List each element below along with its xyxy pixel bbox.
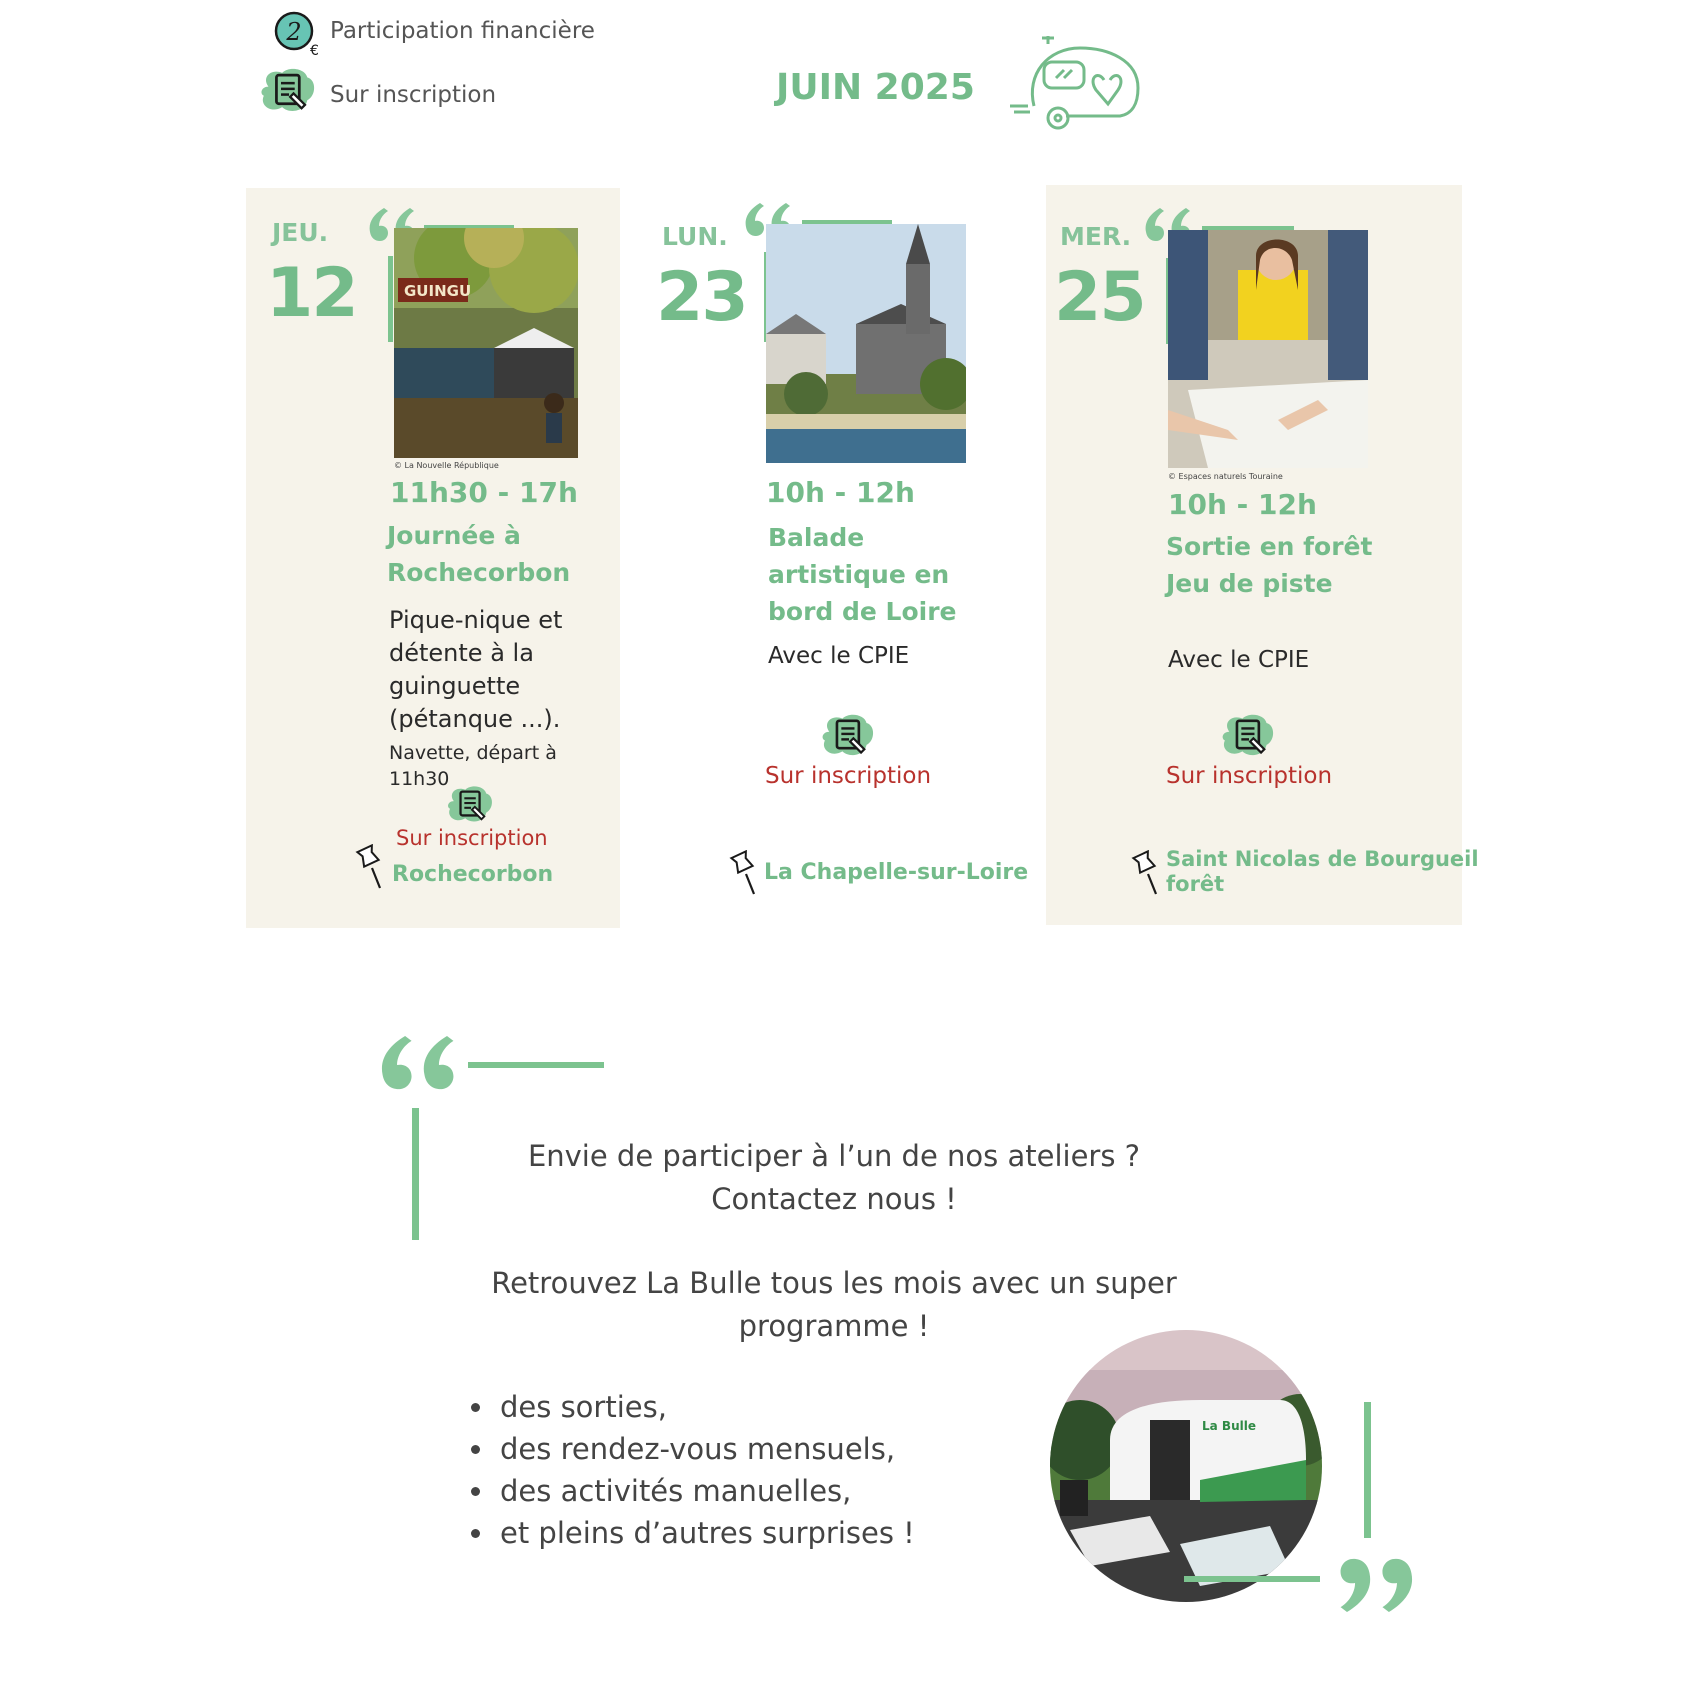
quote-open-icon <box>376 1036 460 1094</box>
photo-credit: © La Nouvelle République <box>394 461 499 470</box>
event-1-description <box>389 604 562 736</box>
svg-text:GUINGU: GUINGU <box>404 282 472 300</box>
desc-line: guinguette <box>389 672 521 700</box>
desc-line: détente à la <box>389 639 534 667</box>
legend-registration-label: Sur inscription <box>330 82 497 108</box>
event-2-time: 10h - 12h <box>766 476 915 509</box>
church-loire-photo <box>766 224 966 463</box>
legend-fee-label: Participation financière <box>330 18 595 44</box>
program-list <box>466 1386 915 1554</box>
caravan-photo <box>1050 1330 1322 1602</box>
note-line: Navette, départ à <box>389 742 557 764</box>
caravan-brand-text: La Bulle <box>1202 1419 1256 1433</box>
divider-line <box>412 1108 419 1240</box>
forest-game-photo <box>1168 230 1368 468</box>
registration-icon <box>1218 712 1280 758</box>
list-item: • et pleins d’autres surprises ! <box>496 1512 915 1554</box>
event-3-title <box>1166 528 1372 602</box>
desc-line: Pique-nique et <box>389 606 563 634</box>
program-text <box>444 1262 1224 1348</box>
event-3-place <box>1166 847 1479 897</box>
fee-icon <box>272 10 324 58</box>
pin-icon <box>728 850 758 898</box>
event-2-description: Avec le CPIE <box>768 643 910 669</box>
list-item: • des rendez-vous mensuels, <box>496 1428 915 1470</box>
event-3-registration: Sur inscription <box>1166 763 1333 789</box>
guinguette-photo <box>394 228 578 458</box>
event-1-place: Rochecorbon <box>392 862 554 887</box>
event-2-place: La Chapelle-sur-Loire <box>764 860 1029 885</box>
title-line: Journée à <box>387 521 521 550</box>
caravan-logo-icon <box>1008 34 1142 134</box>
event-2-title <box>768 519 957 630</box>
quote-close-icon <box>1334 1554 1418 1612</box>
contact-line: Contactez nous ! <box>711 1182 957 1216</box>
title-line: Balade <box>768 523 865 552</box>
event-3-time: 10h - 12h <box>1168 488 1317 521</box>
event-1-time: 11h30 - 17h <box>390 476 578 509</box>
title-line: bord de Loire <box>768 597 957 626</box>
photo-credit: © Espaces naturels Touraine <box>1168 472 1283 481</box>
event-2-dow: LUN. <box>662 222 728 251</box>
program-line: programme ! <box>738 1309 930 1343</box>
registration-icon <box>442 784 500 824</box>
place-line: forêt <box>1166 872 1225 896</box>
title-line: Rochecorbon <box>387 558 571 587</box>
divider-line <box>388 256 393 342</box>
event-3-dow: MER. <box>1060 222 1132 251</box>
event-1-day: 12 <box>266 254 357 333</box>
note-line: 11h30 <box>389 768 450 790</box>
event-1-title <box>387 517 570 591</box>
place-line: Saint Nicolas de Bourgueil <box>1166 847 1479 871</box>
desc-line: (pétanque ...). <box>389 705 561 733</box>
program-line: Retrouvez La Bulle tous les mois avec un super <box>491 1266 1177 1300</box>
svg-text:2: 2 <box>286 18 302 46</box>
pin-icon <box>354 844 384 892</box>
title-line: Jeu de piste <box>1166 569 1333 598</box>
pin-icon <box>1130 850 1160 898</box>
event-1-dow: JEU. <box>272 218 329 247</box>
registration-icon <box>818 712 880 758</box>
contact-line: Envie de participer à l’un de nos ateliers ? <box>527 1139 1141 1173</box>
list-item: • des activités manuelles, <box>496 1470 915 1512</box>
list-item: • des sorties, <box>496 1386 915 1428</box>
event-2-registration: Sur inscription <box>765 763 932 789</box>
event-3-description: Avec le CPIE <box>1168 647 1310 673</box>
registration-icon <box>256 66 322 114</box>
contact-text <box>444 1135 1224 1221</box>
event-3-day: 25 <box>1054 258 1145 337</box>
month-title: JUIN 2025 <box>776 67 975 108</box>
event-1-registration: Sur inscription <box>396 826 548 850</box>
title-line: Sortie en forêt <box>1166 532 1373 561</box>
title-line: artistique en <box>768 560 950 589</box>
divider-line <box>468 1062 604 1068</box>
divider-line <box>1184 1576 1320 1582</box>
svg-text:€: € <box>310 43 319 58</box>
divider-line <box>1364 1402 1371 1538</box>
event-2-day: 23 <box>656 258 747 337</box>
